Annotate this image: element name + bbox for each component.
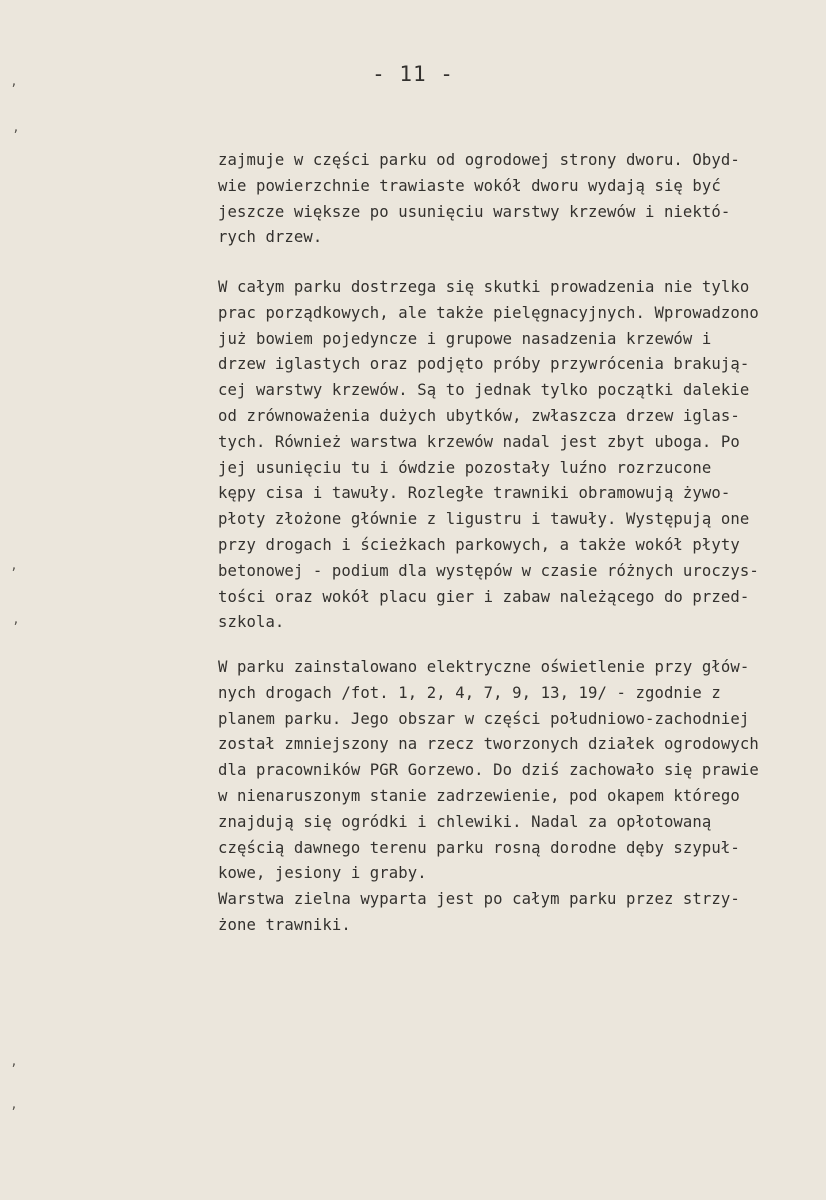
text-line: częścią dawnego terenu parku rosną dorodne dęby szypuł-: [218, 838, 740, 857]
text-line: kępy cisa i tawuły. Rozległe trawniki obramowują żywo-: [218, 484, 731, 503]
text-line: W całym parku dostrzega się skutki prowadzenia nie tylko: [218, 278, 750, 296]
text-line: kowe, jesiony i graby.: [218, 864, 427, 883]
text-line: Warstwa zielna wyparta jest po całym parku przez strzy-: [218, 890, 740, 909]
text-line: cej warstwy krzewów. Są to jednak tylko początki dalekie: [218, 381, 750, 400]
text-line: rych drzew.: [218, 228, 323, 247]
paragraph-1: [218, 148, 818, 251]
margin-speck: ʼ: [12, 128, 20, 142]
text-line: jej usunięciu tu i ówdzie pozostały luźno rozrzucone: [218, 458, 712, 477]
text-line: planem parku. Jego obszar w części południowo-zachodniej: [218, 709, 750, 728]
text-line: został zmniejszony na rzecz tworzonych działek ogrodowych: [218, 735, 759, 754]
margin-speck: ʼ: [12, 620, 20, 634]
text-line: tości oraz wokół placu gier i zabaw należącego do przed-: [218, 587, 750, 606]
text-line: szkola.: [218, 613, 285, 632]
text-line: zajmuje w części parku od ogrodowej strony dworu. Obyd-: [218, 151, 740, 169]
text-line: żone trawniki.: [218, 915, 351, 934]
text-line: płoty złożone głównie z ligustru i tawuły. Występują one: [218, 510, 750, 529]
text-line: drzew iglastych oraz podjęto próby przywrócenia brakują-: [218, 355, 750, 374]
text-line: przy drogach i ścieżkach parkowych, a także wokół płyty: [218, 535, 740, 554]
page-number: - 11 -: [372, 62, 454, 86]
text-line: prac porządkowych, ale także pielęgnacyjnych. Wprowadzono: [218, 303, 759, 322]
text-line: już bowiem pojedyncze i grupowe nasadzenia krzewów i: [218, 329, 712, 348]
text-line: nych drogach /fot. 1, 2, 4, 7, 9, 13, 19/ - zgodnie z: [218, 683, 721, 702]
margin-speck: ʼ: [10, 1105, 18, 1119]
text-line: w nienaruszonym stanie zadrzewienie, pod okapem którego: [218, 786, 740, 805]
margin-speck: ʼ: [10, 1062, 18, 1076]
text-line: jeszcze większe po usunięciu warstwy krzewów i niektó-: [218, 202, 731, 221]
text-line: betonowej - podium dla występów w czasie różnych uroczys-: [218, 561, 759, 580]
paragraph-2: [218, 275, 818, 636]
text-line: W parku zainstalowano elektryczne oświetlenie przy głów-: [218, 658, 750, 676]
text-line: dla pracowników PGR Gorzewo. Do dziś zachowało się prawie: [218, 761, 759, 780]
text-line: od zrównoważenia dużych ubytków, zwłaszcza drzew iglas-: [218, 406, 740, 425]
text-line: tych. Również warstwa krzewów nadal jest zbyt uboga. Po: [218, 432, 740, 451]
text-line: wie powierzchnie trawiaste wokół dworu wydają się być: [218, 176, 721, 195]
text-line: znajdują się ogródki i chlewiki. Nadal za opłotowaną: [218, 812, 712, 831]
paragraph-3: [218, 655, 818, 939]
margin-speck: ʼ: [10, 82, 18, 96]
margin-speck: ʼ: [10, 566, 18, 580]
